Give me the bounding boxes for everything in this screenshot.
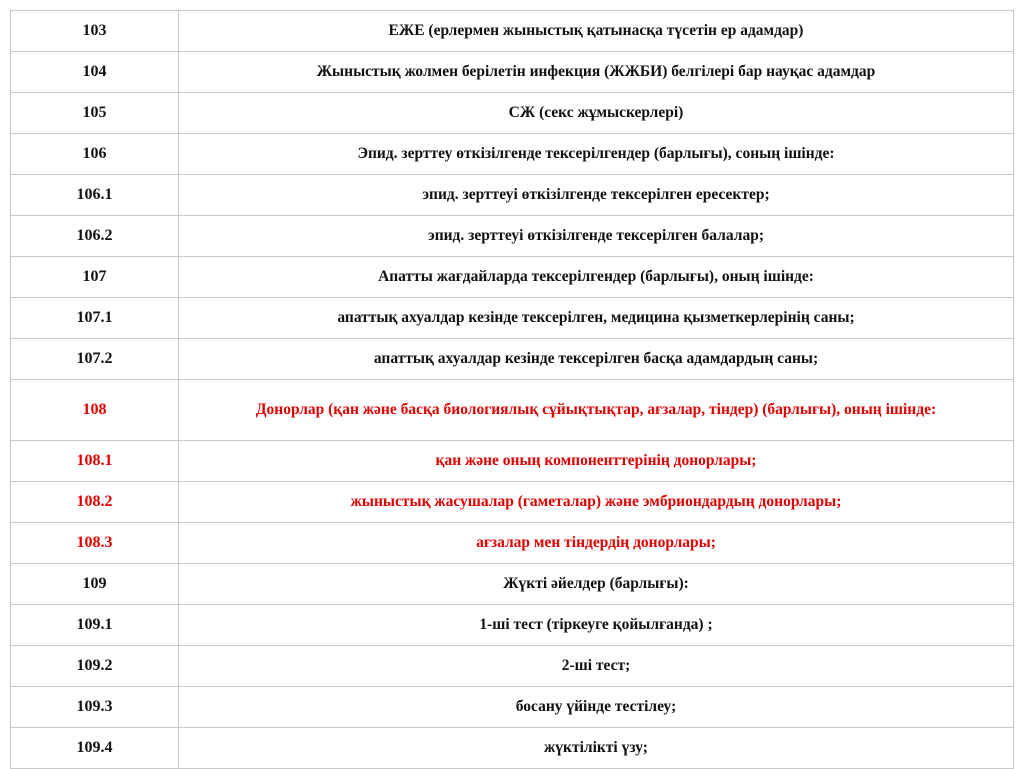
row-description: Жыныстық жолмен берілетін инфекция (ЖЖБИ) белгілері бар науқас адамдар	[179, 52, 1014, 93]
row-description: босану үйінде тестілеу;	[179, 687, 1014, 728]
table-row	[11, 687, 1014, 728]
row-code: 109.3	[11, 687, 179, 728]
row-description: апаттық ахуалдар кезінде тексерілген басқа адамдардың саны;	[179, 339, 1014, 380]
row-description: 1-ші тест (тіркеуге қойылғанда) ;	[179, 605, 1014, 646]
table-row	[11, 11, 1014, 52]
row-code: 106.2	[11, 216, 179, 257]
table-row	[11, 564, 1014, 605]
table-row	[11, 646, 1014, 687]
row-code: 109.4	[11, 728, 179, 769]
table-row	[11, 605, 1014, 646]
row-description: эпид. зерттеуі өткізілгенде тексерілген балалар;	[179, 216, 1014, 257]
codes-table	[10, 10, 1014, 769]
row-code: 109.2	[11, 646, 179, 687]
table-row	[11, 728, 1014, 769]
row-code: 105	[11, 93, 179, 134]
table-row	[11, 93, 1014, 134]
table-row	[11, 175, 1014, 216]
row-description: ағзалар мен тіндердің донорлары;	[179, 523, 1014, 564]
row-description: Эпид. зерттеу өткізілгенде тексерілгендер (барлығы), соның ішінде:	[179, 134, 1014, 175]
table-row	[11, 339, 1014, 380]
row-code: 104	[11, 52, 179, 93]
row-code: 108.1	[11, 441, 179, 482]
table-row	[11, 257, 1014, 298]
row-description: СЖ (секс жұмыскерлері)	[179, 93, 1014, 134]
row-code: 103	[11, 11, 179, 52]
row-description: 2-ші тест;	[179, 646, 1014, 687]
row-code: 107.1	[11, 298, 179, 339]
row-description: ЕЖЕ (ерлермен жыныстық қатынасқа түсетін ер адамдар)	[179, 11, 1014, 52]
row-description: жыныстық жасушалар (гаметалар) және эмбриондардың донорлары;	[179, 482, 1014, 523]
row-code: 109.1	[11, 605, 179, 646]
row-description: қан және оның компоненттерінің донорлары;	[179, 441, 1014, 482]
table-row	[11, 298, 1014, 339]
row-code: 106.1	[11, 175, 179, 216]
row-description: жүктілікті үзу;	[179, 728, 1014, 769]
codes-table-container	[10, 10, 1014, 769]
row-description: Апатты жағдайларда тексерілгендер (барлығы), оның ішінде:	[179, 257, 1014, 298]
row-code: 109	[11, 564, 179, 605]
codes-table-body	[11, 11, 1014, 769]
row-description: Жүкті әйелдер (барлығы):	[179, 564, 1014, 605]
row-code: 107	[11, 257, 179, 298]
row-code: 108	[11, 380, 179, 441]
row-code: 108.2	[11, 482, 179, 523]
table-row	[11, 482, 1014, 523]
row-code: 108.3	[11, 523, 179, 564]
row-description: апаттық ахуалдар кезінде тексерілген, медицина қызметкерлерінің саны;	[179, 298, 1014, 339]
table-row	[11, 52, 1014, 93]
row-code: 107.2	[11, 339, 179, 380]
row-code: 106	[11, 134, 179, 175]
table-row	[11, 216, 1014, 257]
row-description: Донорлар (қан және басқа биологиялық сұйықтықтар, ағзалар, тіндер) (барлығы), оның ішінде:	[179, 380, 1014, 441]
row-description: эпид. зерттеуі өткізілгенде тексерілген ересектер;	[179, 175, 1014, 216]
table-row	[11, 134, 1014, 175]
table-row	[11, 380, 1014, 441]
table-row	[11, 523, 1014, 564]
table-row	[11, 441, 1014, 482]
